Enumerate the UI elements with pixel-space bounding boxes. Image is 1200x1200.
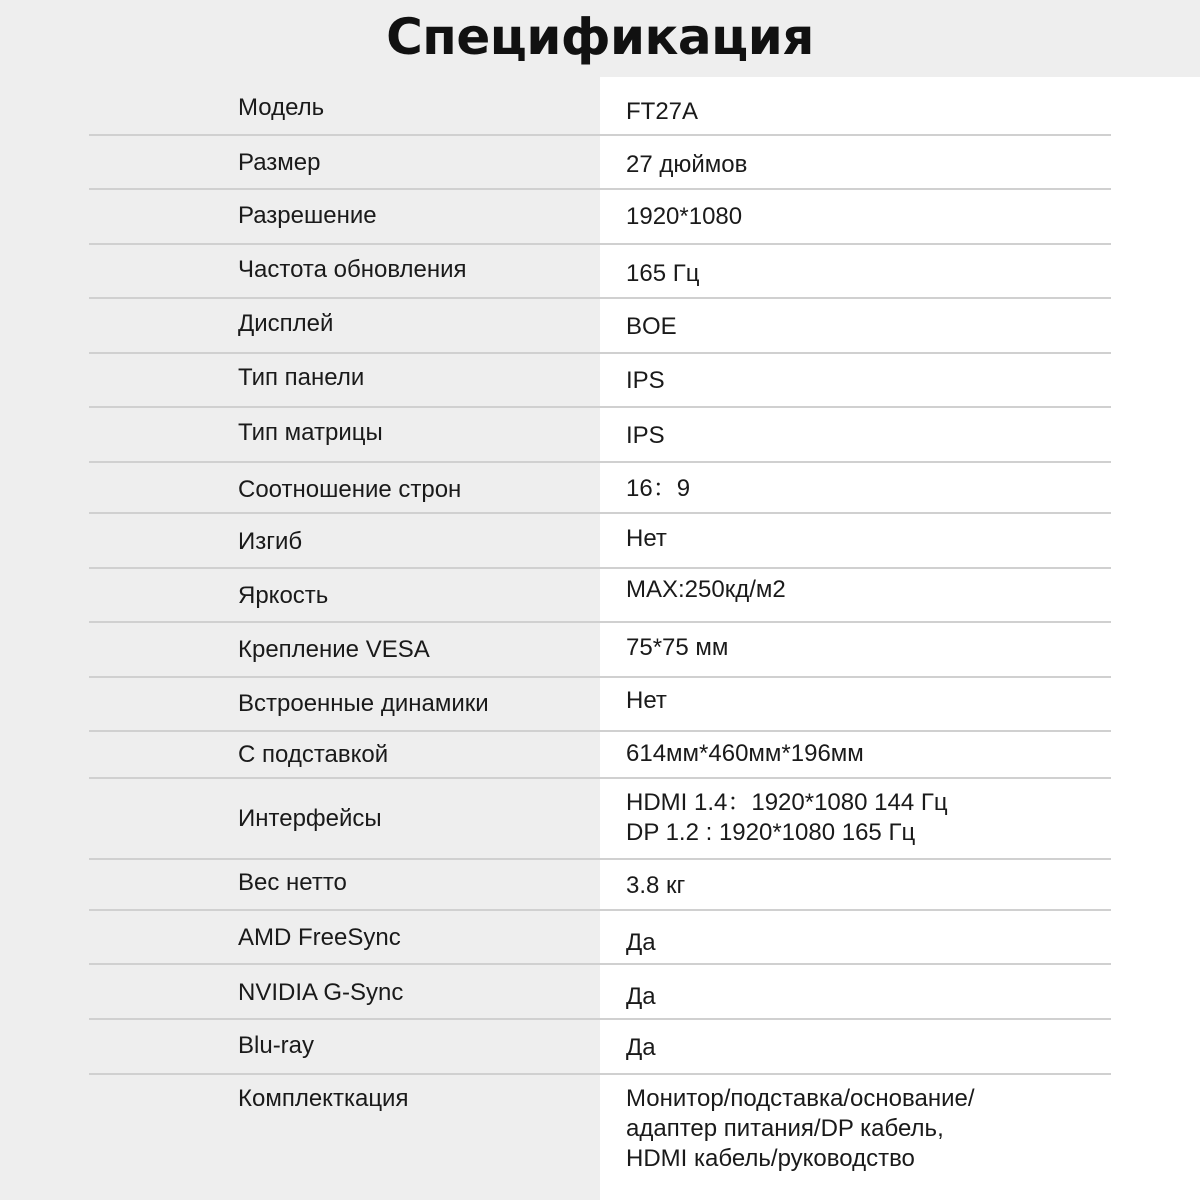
spec-value: Нет [626, 687, 667, 714]
spec-value: 3.8 кг [626, 872, 686, 899]
row-divider [89, 352, 1111, 354]
spec-value: IPS [626, 422, 665, 449]
spec-value: DP 1.2 : 1920*1080 165 Гц [626, 819, 916, 846]
row-divider [89, 1073, 1111, 1075]
row-divider [89, 676, 1111, 678]
row-divider [89, 909, 1111, 911]
spec-label: Соотношение строн [238, 476, 462, 503]
spec-value: HDMI 1.4：1920*1080 144 Гц [626, 789, 948, 816]
spec-label: Тип панели [238, 364, 365, 391]
spec-value: Да [626, 1034, 656, 1061]
row-divider [89, 621, 1111, 623]
page-title: Спецификация [386, 8, 814, 66]
row-divider [89, 730, 1111, 732]
row-divider [89, 963, 1111, 965]
row-divider [89, 188, 1111, 190]
row-divider [89, 858, 1111, 860]
spec-value: 165 Гц [626, 260, 700, 287]
spec-value: Да [626, 983, 656, 1010]
spec-value: Да [626, 929, 656, 956]
row-divider [89, 406, 1111, 408]
spec-label: Яркость [238, 582, 329, 609]
spec-label: Изгиб [238, 528, 303, 555]
row-divider [89, 567, 1111, 569]
spec-label: NVIDIA G-Sync [238, 979, 404, 1006]
spec-label: Blu-ray [238, 1032, 315, 1059]
row-divider [89, 134, 1111, 136]
row-divider [89, 243, 1111, 245]
spec-value: 1920*1080 [626, 203, 743, 230]
row-divider [89, 777, 1111, 779]
spec-value: FT27A [626, 98, 699, 125]
spec-value: 27 дюймов [626, 151, 748, 178]
spec-value: 16：9 [626, 475, 691, 502]
row-divider [89, 297, 1111, 299]
spec-label: Тип матрицы [238, 419, 383, 446]
spec-value: адаптер питания/DP кабель, [626, 1115, 944, 1142]
spec-label: Крепление VESA [238, 636, 430, 663]
spec-label: Вес нетто [238, 869, 347, 896]
spec-value: IPS [626, 367, 665, 394]
spec-label: Разрешение [238, 202, 377, 229]
spec-label: Размер [238, 149, 321, 176]
spec-value: MAX:250кд/м2 [626, 576, 786, 603]
row-divider [89, 1018, 1111, 1020]
spec-label: Интерфейсы [238, 805, 382, 832]
spec-label: Дисплей [238, 310, 334, 337]
spec-value: 614мм*460мм*196мм [626, 740, 864, 767]
spec-value: HDMI кабель/руководство [626, 1145, 915, 1172]
spec-label: Встроенные динамики [238, 690, 489, 717]
spec-value: Нет [626, 525, 667, 552]
spec-value: 75*75 мм [626, 634, 729, 661]
row-divider [89, 461, 1111, 463]
spec-label: Модель [238, 94, 325, 121]
row-divider [89, 512, 1111, 514]
spec-label: С подставкой [238, 741, 389, 768]
spec-value: Монитор/подставка/основание/ [626, 1085, 975, 1112]
spec-value: BOE [626, 313, 677, 340]
spec-label: Частота обновления [238, 256, 467, 283]
spec-label: AMD FreeSync [238, 924, 401, 951]
spec-label: Комплекткация [238, 1085, 409, 1112]
